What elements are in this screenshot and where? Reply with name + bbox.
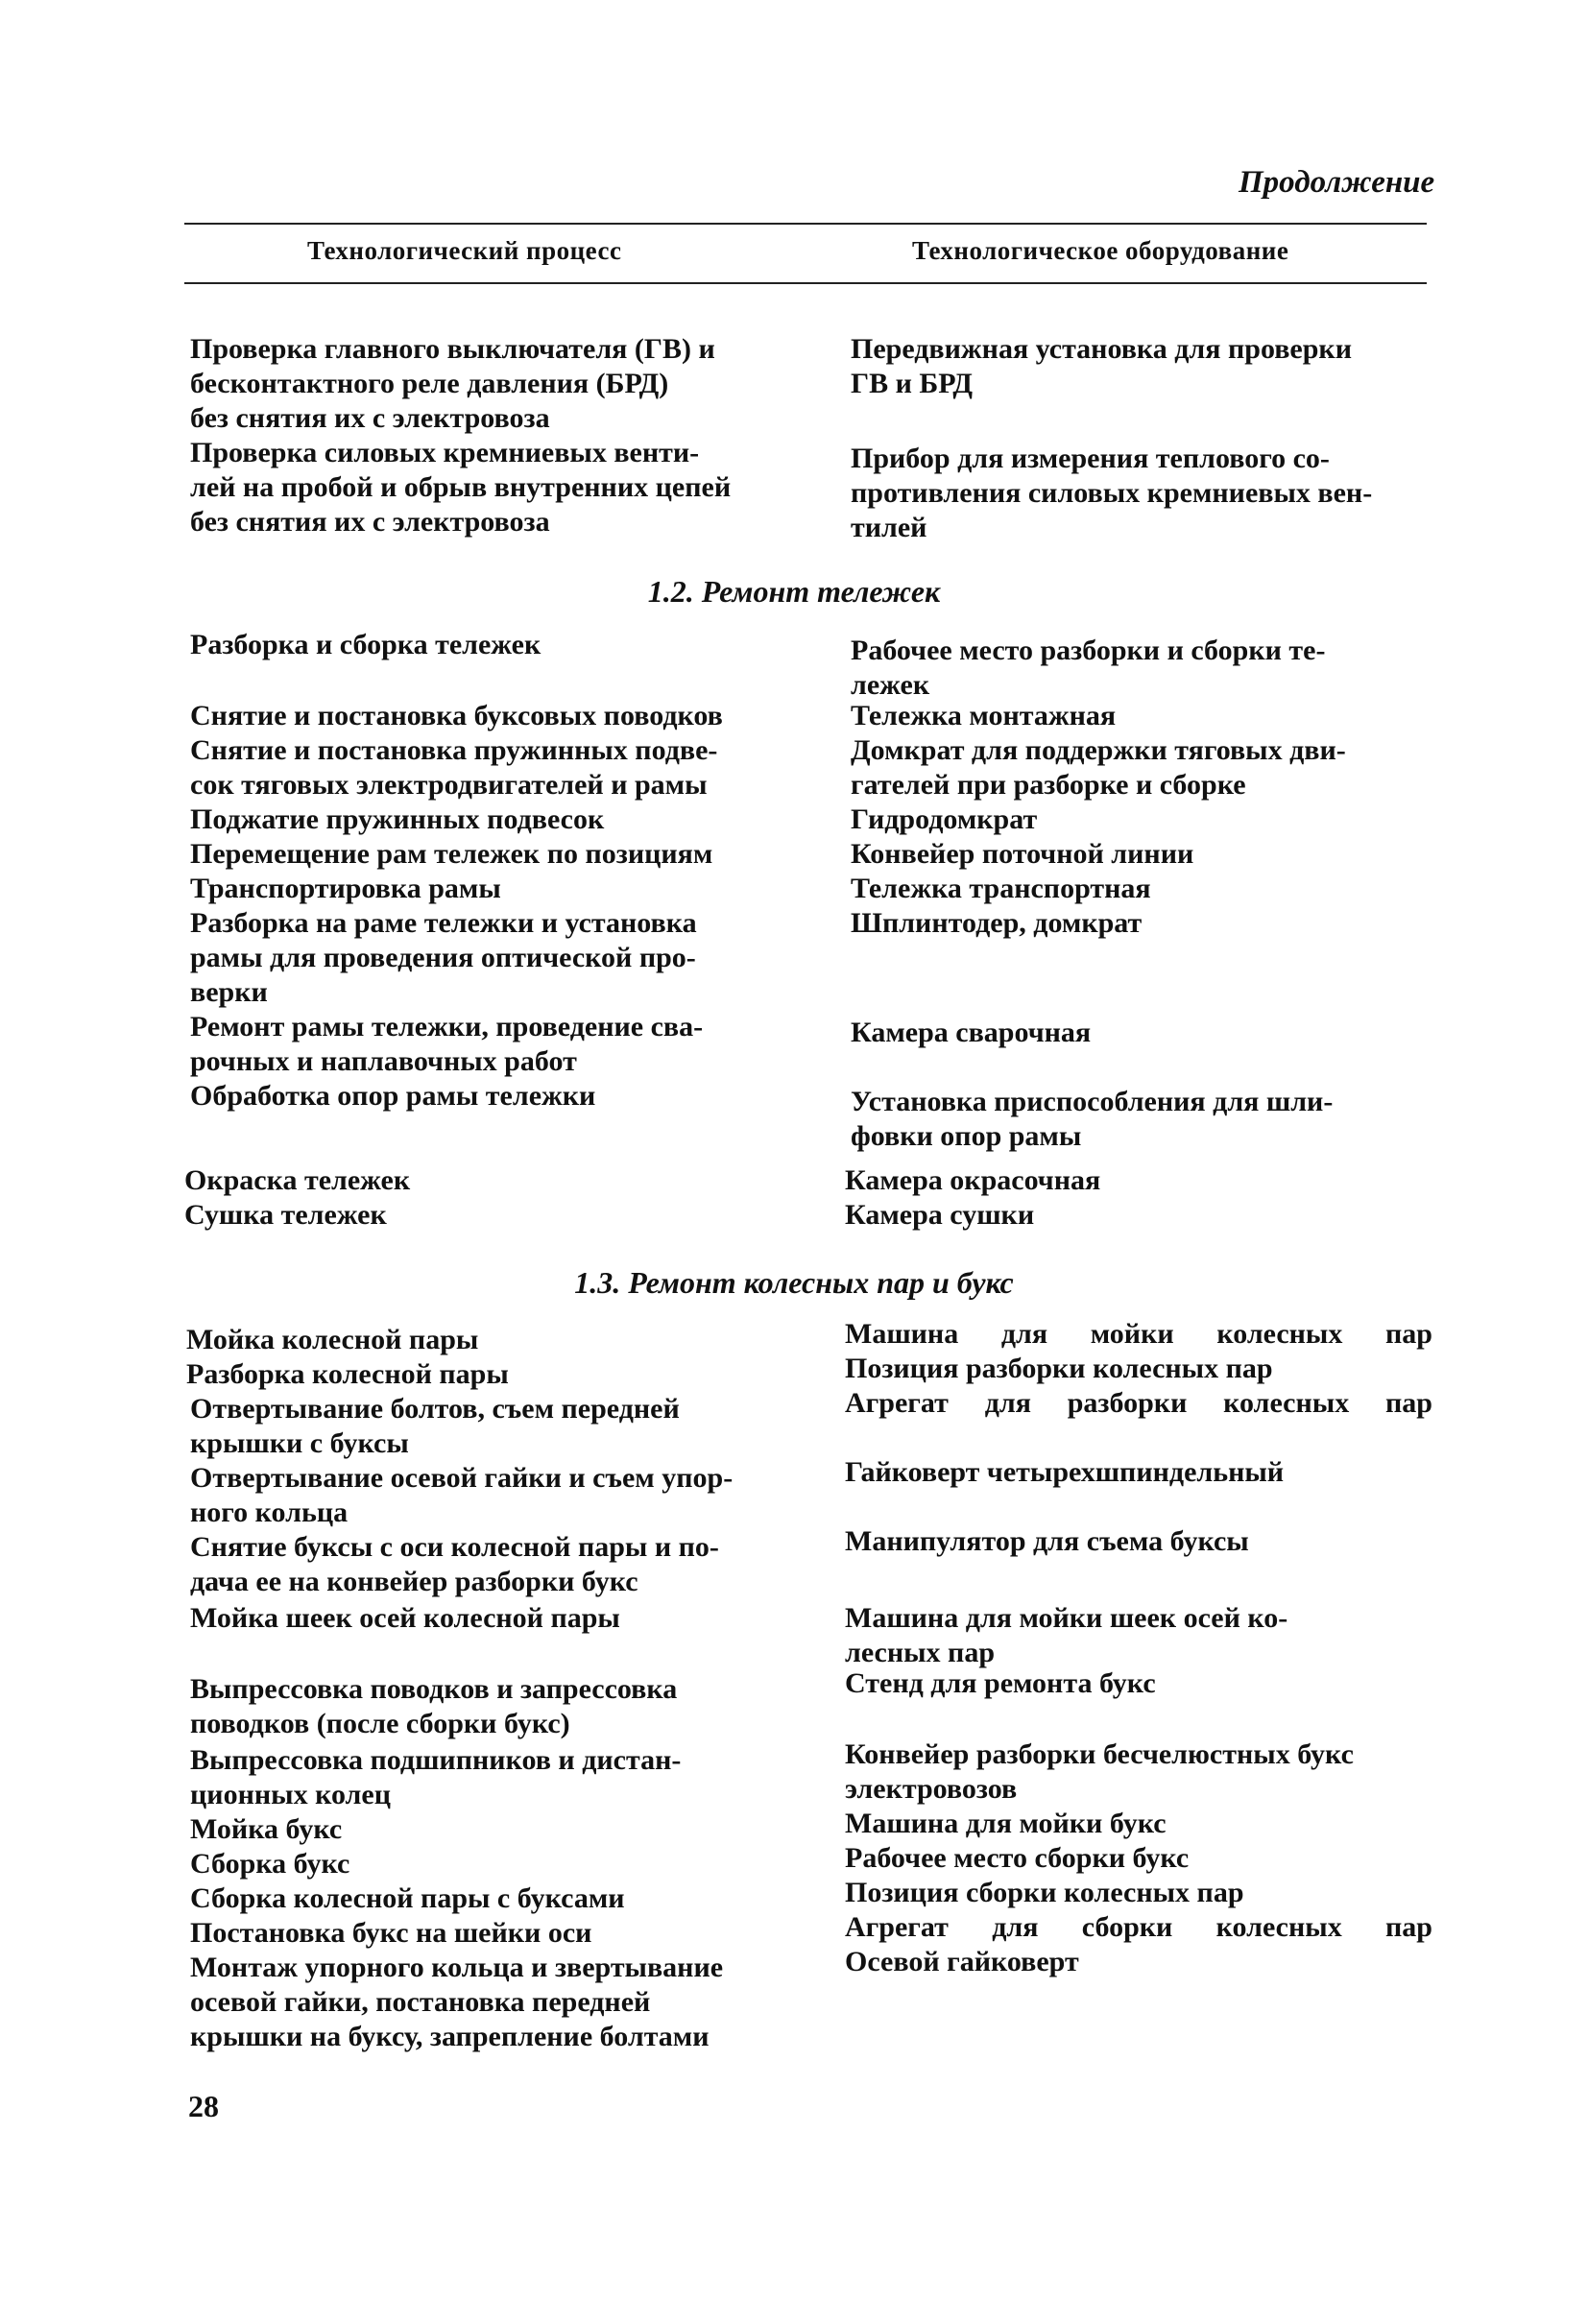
equipment-cell: Позиция сборки колесных пар (845, 1877, 1244, 1908)
equipment-cell: Позиция разборки колесных пар (845, 1353, 1273, 1384)
equipment-cell: Машина для мойки букс (845, 1808, 1167, 1839)
table-top-rule (184, 223, 1427, 225)
process-cell: Разборка колесной пары (186, 1358, 509, 1390)
equipment-cell: Агрегат для разборки колесных пар (845, 1387, 1432, 1419)
column-header-equipment: Технологическое оборудование (912, 236, 1289, 265)
process-cell: Постановка букс на шейки оси (190, 1917, 592, 1949)
process-cell: Проверка главного выключателя (ГВ) и бесконтактного реле давления (БРД) без снятия их с электровоза (190, 333, 715, 434)
process-cell: Поджатие пружинных подвесок (190, 803, 605, 835)
process-cell: Снятие буксы с оси колесной пары и по- дача ее на конвейер разборки букс (190, 1531, 719, 1597)
equipment-cell: Шплинтодер, домкрат (851, 907, 1143, 939)
process-cell: Проверка силовых кремниевых венти- лей на пробой и обрыв внутренних цепей без снятия их с электровоза (190, 437, 732, 538)
table-header-rule (184, 282, 1427, 284)
column-header-process: Технологический процесс (307, 236, 622, 265)
process-cell: Выпрессовка подшипников и дистан- ционных колец (190, 1744, 682, 1810)
equipment-cell: Гидродомкрат (851, 803, 1038, 835)
equipment-cell: Домкрат для поддержки тяговых дви- гателей при разборке и сборке (851, 734, 1346, 801)
process-cell: Транспортировка рамы (190, 873, 501, 904)
equipment-cell: Рабочее место сборки букс (845, 1842, 1190, 1874)
equipment-cell: Камера сушки (845, 1199, 1035, 1231)
process-cell: Обработка опор рамы тележки (190, 1080, 596, 1112)
process-cell: Сборка букс (190, 1848, 350, 1880)
equipment-cell: Конвейер поточной линии (851, 838, 1194, 870)
equipment-cell: Машина для мойки колесных пар (845, 1318, 1432, 1350)
process-cell: Отвертывание болтов, съем передней крышки с буксы (190, 1393, 680, 1459)
equipment-cell: Манипулятор для съема буксы (845, 1525, 1249, 1557)
process-cell: Сушка тележек (184, 1199, 387, 1231)
equipment-cell: Тележка транспортная (851, 873, 1151, 904)
process-cell: Сборка колесной пары с буксами (190, 1882, 625, 1914)
equipment-cell: Конвейер разборки бесчелюстных букс электровозов (845, 1738, 1354, 1805)
continuation-label: Продолжение (1239, 165, 1435, 200)
equipment-cell: Передвижная установка для проверки ГВ и БРД (851, 333, 1352, 399)
equipment-cell: Машина для мойки шеек осей ко- лесных пар (845, 1602, 1288, 1668)
equipment-cell: Установка приспособления для шли- фовки опор рамы (851, 1086, 1334, 1152)
section-title-1-2: 1.2. Ремонт тележек (647, 574, 941, 609)
equipment-cell: Камера сварочная (851, 1017, 1092, 1048)
equipment-cell: Гайковерт четырехшпиндельный (845, 1456, 1285, 1488)
process-cell: Снятие и постановка пружинных подве- сок тяговых электродвигателей и рамы (190, 734, 718, 801)
equipment-cell: Агрегат для сборки колесных пар (845, 1911, 1432, 1943)
process-cell: Отвертывание осевой гайки и съем упор- ного кольца (190, 1462, 734, 1528)
equipment-cell: Прибор для измерения теплового со- противления силовых кремниевых вен- тилей (851, 443, 1373, 543)
process-cell: Монтаж упорного кольца и звертывание осевой гайки, постановка передней крышки на буксу, запрепление болтами (190, 1952, 724, 2052)
process-cell: Окраска тележек (184, 1164, 411, 1196)
process-cell: Мойка колесной пары (186, 1324, 479, 1355)
process-cell: Снятие и постановка буксовых поводков (190, 700, 723, 731)
section-title-1-3: 1.3. Ремонт колесных пар и букс (574, 1265, 1014, 1300)
page-number: 28 (188, 2089, 219, 2123)
equipment-cell: Тележка монтажная (851, 700, 1117, 731)
process-cell: Разборка на раме тележки и установка рамы для проведения оптической про- верки (190, 907, 697, 1008)
process-cell: Мойка букс (190, 1813, 343, 1845)
process-cell: Ремонт рамы тележки, проведение сва- рочных и наплавочных работ (190, 1011, 704, 1077)
process-cell: Перемещение рам тележек по позициям (190, 838, 713, 870)
process-cell: Мойка шеек осей колесной пары (190, 1602, 620, 1634)
equipment-cell: Рабочее место разборки и сборки те- лежек (851, 635, 1326, 701)
equipment-cell: Камера окрасочная (845, 1164, 1101, 1196)
process-cell: Выпрессовка поводков и запрессовка поводков (после сборки букс) (190, 1673, 678, 1739)
equipment-cell: Осевой гайковерт (845, 1946, 1079, 1977)
equipment-cell: Стенд для ремонта букс (845, 1667, 1156, 1699)
process-cell: Разборка и сборка тележек (190, 629, 541, 660)
